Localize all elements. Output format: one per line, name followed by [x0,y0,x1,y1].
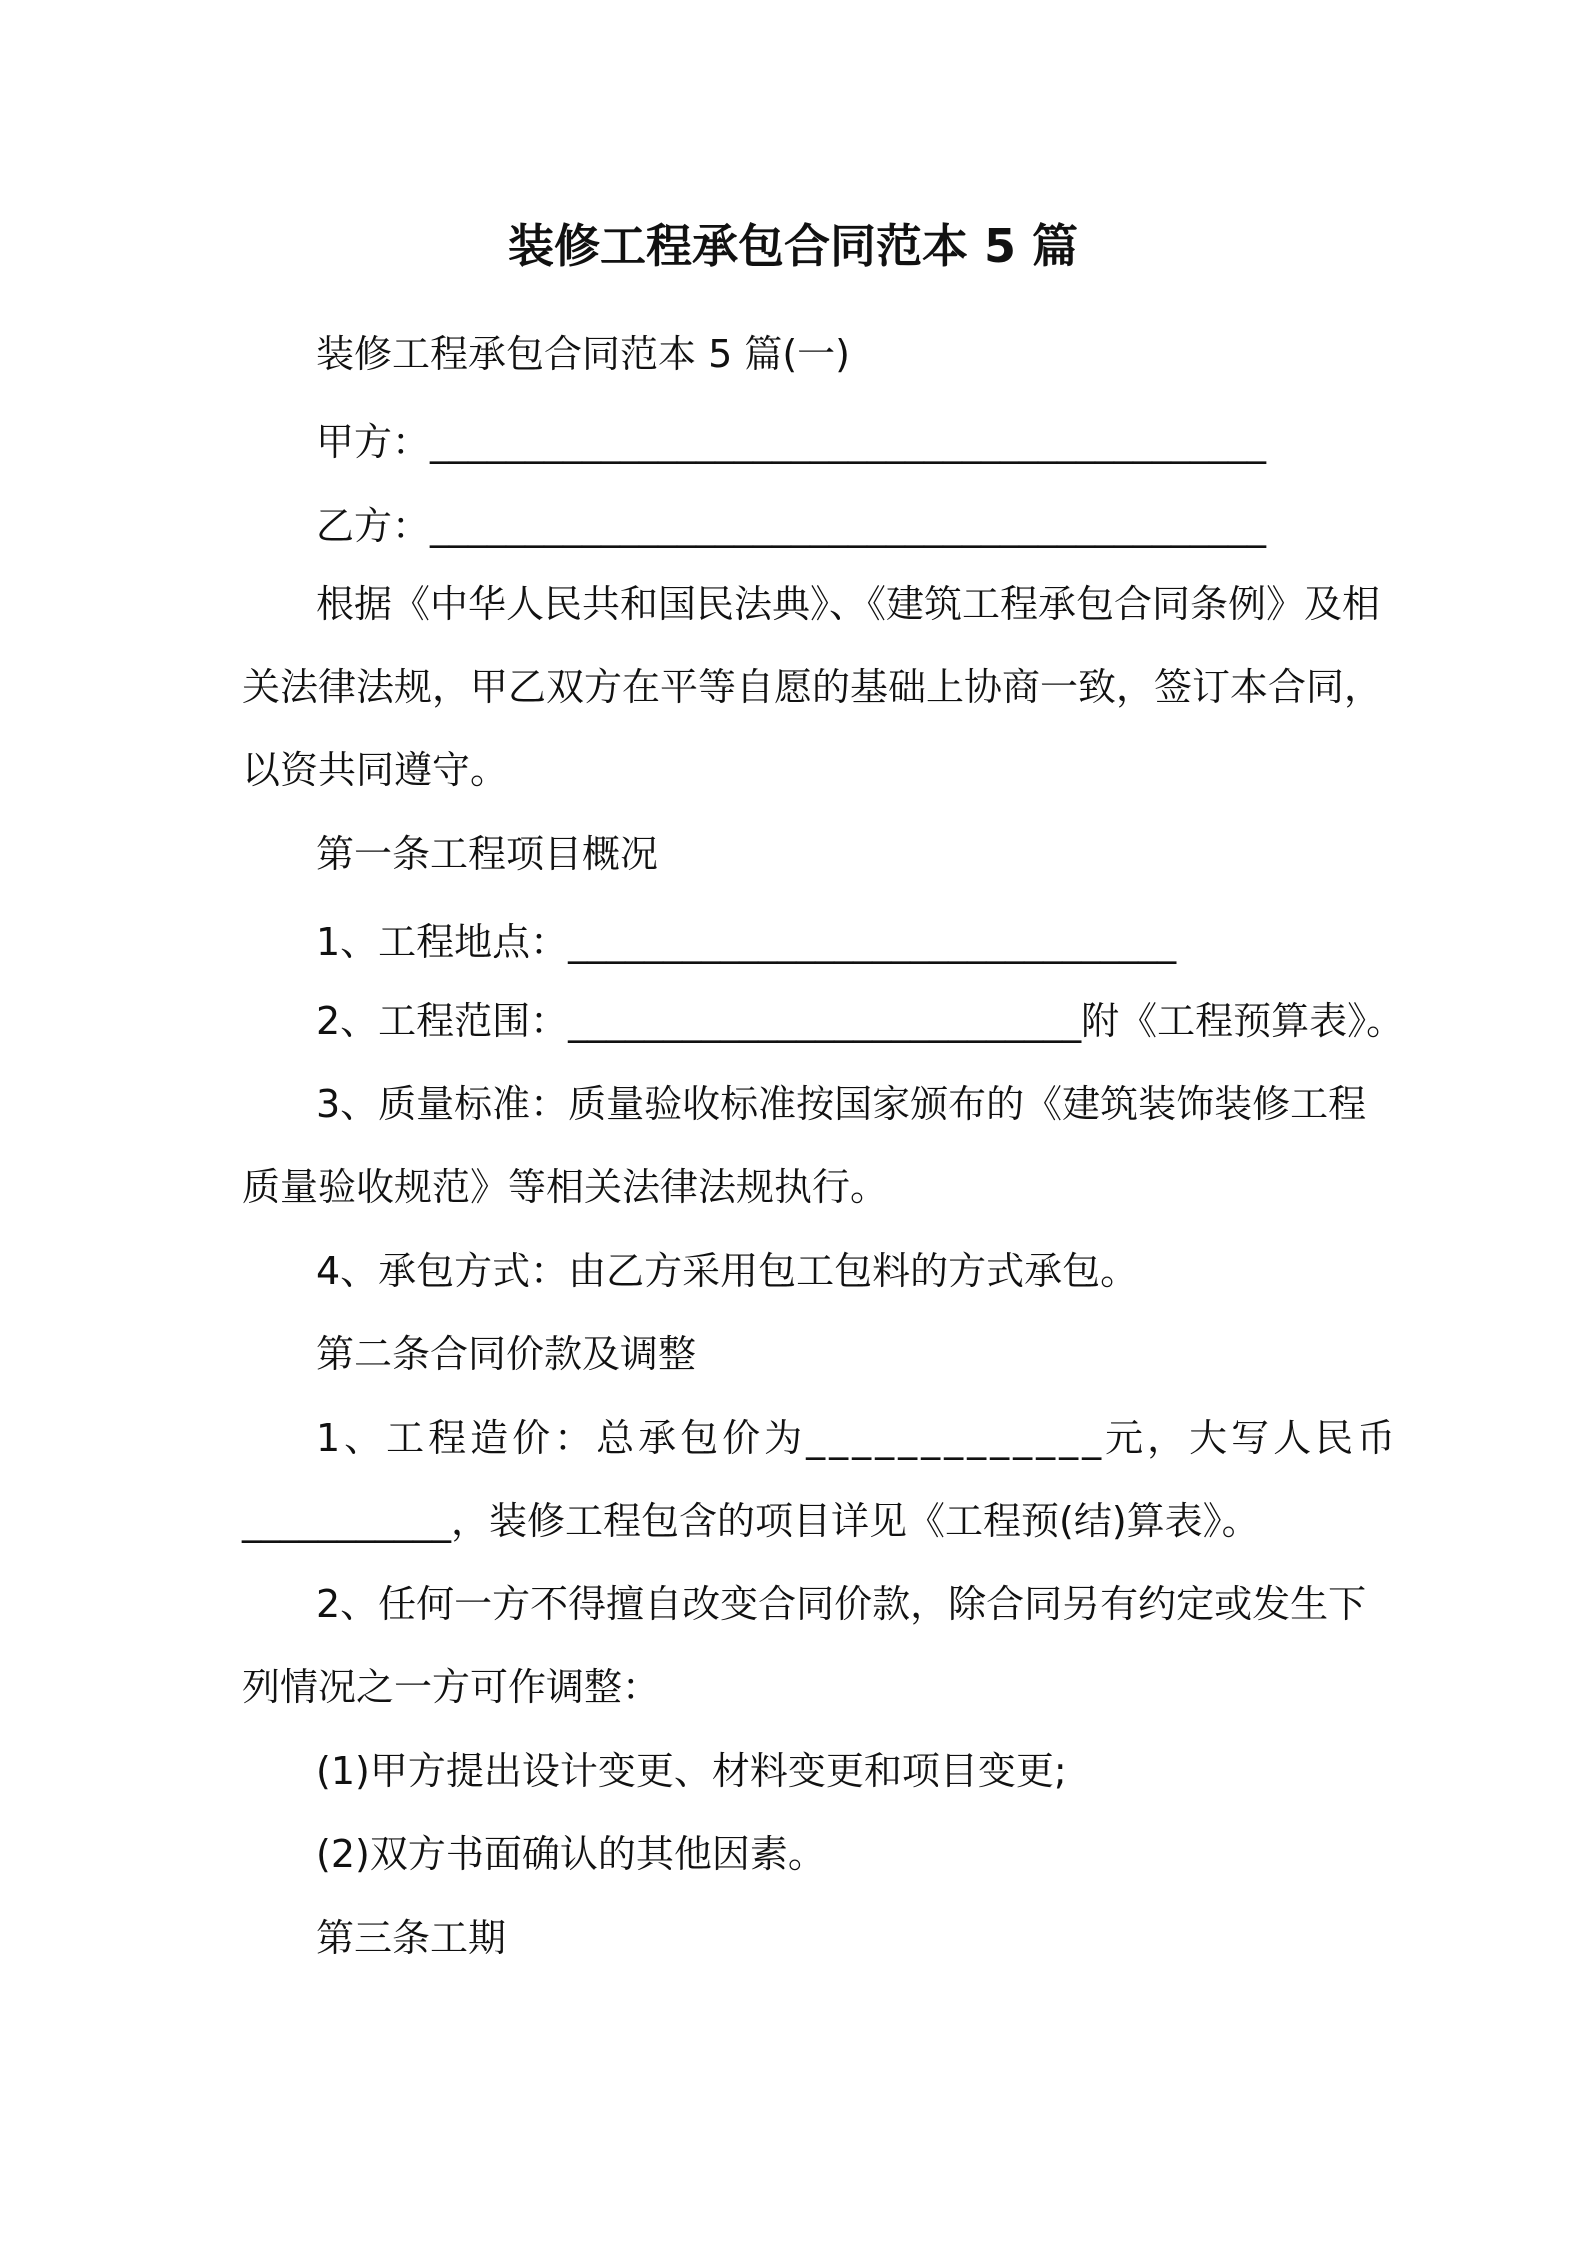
article-2-item-2-line-1: 2、任何一方不得擅自改变合同价款，除合同另有约定或发生下 [316,1582,1367,1626]
party-a-line: 甲方：____________________________________________ [316,420,1267,464]
article-1-item-3-line-2: 质量验收规范》等相关法律法规执行。 [242,1165,889,1209]
preamble-line-1: 根据《中华人民共和国民法典》、《建筑工程承包合同条例》及相 [316,582,1381,626]
party-b-line: 乙方：____________________________________________ [316,504,1267,548]
preamble-line-3: 以资共同遵守。 [242,748,509,792]
article-2-heading: 第二条合同价款及调整 [316,1332,697,1376]
document-title: 装修工程承包合同范本 5 篇 [507,219,1079,273]
article-2-item-1-line-2: ___________，装修工程包含的项目详见《工程预(结)算表》。 [242,1499,1260,1543]
article-1-item-2: 2、工程范围：___________________________附《工程预算表》。 [316,999,1405,1043]
preamble-line-2: 关法律法规，甲乙双方在平等自愿的基础上协商一致，签订本合同， [242,665,1383,709]
article-2-item-2-line-2: 列情况之一方可作调整： [242,1665,661,1709]
article-1-heading: 第一条工程项目概况 [316,832,659,876]
article-1-item-1: 1、工程地点：________________________________ [316,920,1177,964]
article-2-condition-1: (1)甲方提出设计变更、材料变更和项目变更; [316,1749,1067,1793]
article-1-item-3-line-1: 3、质量标准：质量验收标准按国家颁布的《建筑装饰装修工程 [316,1082,1367,1126]
article-1-item-4: 4、承包方式：由乙方采用包工包料的方式承包。 [316,1249,1139,1293]
document-subtitle: 装修工程承包合同范本 5 篇(一) [316,332,850,376]
article-2-condition-2: (2)双方书面确认的其他因素。 [316,1832,826,1876]
article-2-item-1-line-1: 1、工程造价：总承包价为_____________元，大写人民币 [316,1416,1400,1460]
article-3-heading: 第三条工期 [316,1916,507,1960]
